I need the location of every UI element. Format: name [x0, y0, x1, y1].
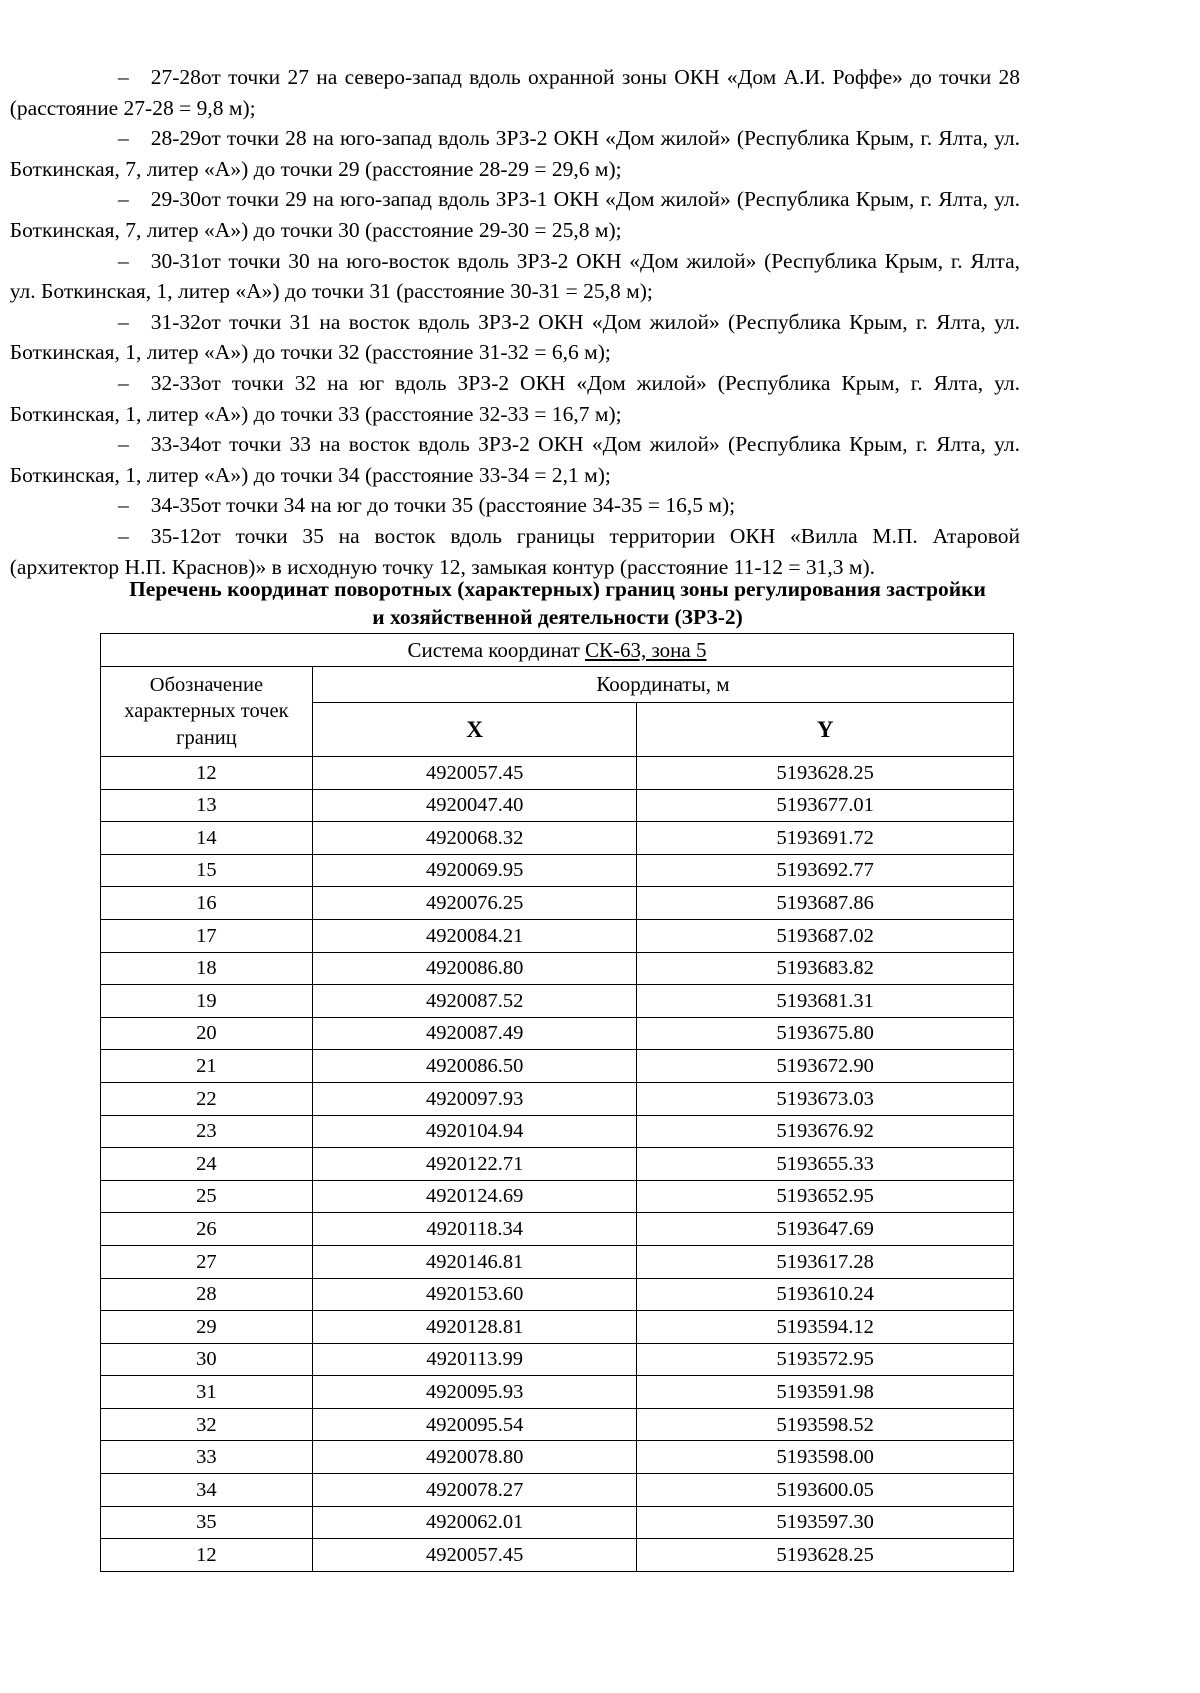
- point-cell: 31: [101, 1376, 313, 1409]
- x-cell: 4920062.01: [312, 1506, 637, 1539]
- point-cell: 34: [101, 1474, 313, 1507]
- x-cell: 4920086.80: [312, 952, 637, 985]
- table-row: [101, 789, 1014, 822]
- y-cell: 5193692.77: [637, 854, 1014, 887]
- table-row: [101, 1180, 1014, 1213]
- point-cell: 33: [101, 1441, 313, 1474]
- table-row: [101, 854, 1014, 887]
- list-item-code: 33-34: [150, 432, 201, 457]
- list-item-text: от точки 34 на юг до точки 35 (расстояние 34-35 = 16,5 м);: [200, 493, 736, 518]
- table-head: [101, 634, 1014, 757]
- x-cell: 4920069.95: [312, 854, 637, 887]
- list-item-bullet: –: [118, 370, 129, 395]
- table-row: [101, 1017, 1014, 1050]
- list-item-code: 31-32: [150, 309, 201, 334]
- table-row: [101, 1213, 1014, 1246]
- list-item: [9, 429, 1020, 490]
- header-group-row: [101, 667, 1014, 703]
- table-row: [101, 1245, 1014, 1278]
- point-cell: 26: [101, 1213, 313, 1246]
- list-item: [9, 184, 1020, 245]
- header-coordinates: Координаты, м: [312, 667, 1013, 703]
- x-cell: 4920095.54: [312, 1408, 637, 1441]
- list-item-body: [10, 246, 1020, 307]
- header-x: X: [312, 703, 637, 757]
- coordinate-system-value: СК-63, зона 5: [585, 637, 707, 662]
- list-item-code: 29-30: [150, 187, 201, 212]
- table-body: [101, 757, 1014, 1572]
- x-cell: 4920128.81: [312, 1311, 637, 1344]
- table-caption: [100, 575, 1015, 631]
- table-row: [101, 887, 1014, 920]
- y-cell: 5193610.24: [637, 1278, 1014, 1311]
- point-cell: 14: [101, 822, 313, 855]
- list-item-text: от точки 28 на юго-запад вдоль ЗРЗ-2 ОКН «Дом жилой» (Республика Крым, г. Ялта, ул. Боткинская, 7, литер «А») до точки 29 (расстояние 28-29 = 29,6 м);: [9, 126, 1020, 181]
- x-cell: 4920104.94: [312, 1115, 637, 1148]
- x-cell: 4920078.27: [312, 1474, 637, 1507]
- point-cell: 23: [101, 1115, 313, 1148]
- list-item-bullet: –: [118, 432, 129, 457]
- list-item-body: [10, 521, 1020, 582]
- x-cell: 4920153.60: [312, 1278, 637, 1311]
- list-item-code: 32-33: [150, 370, 201, 395]
- table-row: [101, 1148, 1014, 1181]
- point-cell: 15: [101, 854, 313, 887]
- list-item-text: от точки 33 на восток вдоль ЗРЗ-2 ОКН «Дом жилой» (Республика Крым, г. Ялта, ул. Боткинская, 1, литер «А») до точки 34 (расстояние 33-34 = 2,1 м);: [9, 432, 1020, 487]
- point-cell: 22: [101, 1082, 313, 1115]
- y-cell: 5193681.31: [637, 985, 1014, 1018]
- list-item-bullet: –: [118, 248, 129, 273]
- table-row: [101, 985, 1014, 1018]
- list-item: [9, 521, 1020, 582]
- y-cell: 5193598.00: [637, 1441, 1014, 1474]
- table-row: [101, 1278, 1014, 1311]
- list-item-text: от точки 31 на восток вдоль ЗРЗ-2 ОКН «Дом жилой» (Республика Крым, г. Ялта, ул. Боткинская, 1, литер «А») до точки 32 (расстояние 31-32 = 6,6 м);: [9, 309, 1020, 365]
- table-row: [101, 1539, 1014, 1572]
- y-cell: 5193628.25: [637, 757, 1014, 790]
- list-item: [9, 123, 1020, 184]
- list-item-body: [10, 62, 1020, 123]
- point-cell: 28: [101, 1278, 313, 1311]
- table-row: [101, 1376, 1014, 1409]
- list-item-text: от точки 35 на восток вдоль границы территории ОКН «Вилла М.П. Атаровой (архитектор Н.П. Краснов)» в исходную точку 12, замыкая контур (расстояние 11-12 = 31,3 м).: [9, 523, 1020, 579]
- x-cell: 4920057.45: [312, 757, 637, 790]
- y-cell: 5193687.02: [637, 919, 1014, 952]
- x-cell: 4920146.81: [312, 1245, 637, 1278]
- point-cell: 19: [101, 985, 313, 1018]
- y-cell: 5193594.12: [637, 1311, 1014, 1344]
- point-cell: 12: [101, 1539, 313, 1572]
- list-item: [100, 490, 1020, 521]
- x-cell: 4920113.99: [312, 1343, 637, 1376]
- y-cell: 5193591.98: [637, 1376, 1014, 1409]
- y-cell: 5193628.25: [637, 1539, 1014, 1572]
- table-row: [101, 1408, 1014, 1441]
- list-item-code: 35-12: [150, 523, 201, 548]
- x-cell: 4920124.69: [312, 1180, 637, 1213]
- point-cell: 30: [101, 1343, 313, 1376]
- coordinates-table: [100, 633, 1014, 1572]
- x-cell: 4920097.93: [312, 1082, 637, 1115]
- point-cell: 29: [101, 1311, 313, 1344]
- point-cell: 21: [101, 1050, 313, 1083]
- table-row: [101, 1311, 1014, 1344]
- y-cell: 5193691.72: [637, 822, 1014, 855]
- list-item: [9, 246, 1020, 307]
- list-item-text: от точки 29 на юго-запад вдоль ЗРЗ-1 ОКН «Дом жилой» (Республика Крым, г. Ялта, ул. Боткинская, 7, литер «А») до точки 30 (расстояние 29-30 = 25,8 м);: [9, 187, 1020, 242]
- y-cell: 5193655.33: [637, 1148, 1014, 1181]
- list-item-body: [10, 123, 1020, 184]
- y-cell: 5193677.01: [637, 789, 1014, 822]
- list-item-code: 34-35: [150, 493, 201, 518]
- x-cell: 4920122.71: [312, 1148, 637, 1181]
- point-cell: 20: [101, 1017, 313, 1050]
- y-cell: 5193617.28: [637, 1245, 1014, 1278]
- y-cell: 5193675.80: [637, 1017, 1014, 1050]
- table-row: [101, 822, 1014, 855]
- list-item-body: [10, 368, 1020, 429]
- list-item-code: 28-29: [150, 126, 201, 151]
- table-row: [101, 1474, 1014, 1507]
- coordinate-system-prefix: Система координат: [407, 637, 585, 662]
- header-y: Y: [637, 703, 1014, 757]
- x-cell: 4920087.52: [312, 985, 637, 1018]
- point-cell: 17: [101, 919, 313, 952]
- point-cell: 16: [101, 887, 313, 920]
- x-cell: 4920095.93: [312, 1376, 637, 1409]
- y-cell: 5193600.05: [637, 1474, 1014, 1507]
- list-item-text: от точки 30 на юго-восток вдоль ЗРЗ-2 ОКН «Дом жилой» (Республика Крым, г. Ялта, ул. Боткинская, 1, литер «А») до точки 31 (расстояние 30-31 = 25,8 м);: [9, 248, 1020, 304]
- point-cell: 25: [101, 1180, 313, 1213]
- x-cell: 4920057.45: [312, 1539, 637, 1572]
- list-item-body: [10, 429, 1020, 490]
- list-item-body: [10, 307, 1020, 368]
- point-cell: 12: [101, 757, 313, 790]
- table-caption-line-1: Перечень координат поворотных (характерных) границ зоны регулирования застройки: [129, 577, 986, 601]
- x-cell: 4920078.80: [312, 1441, 637, 1474]
- x-cell: 4920068.32: [312, 822, 637, 855]
- list-item-bullet: –: [118, 309, 129, 334]
- y-cell: 5193597.30: [637, 1506, 1014, 1539]
- point-cell: 24: [101, 1148, 313, 1181]
- table-row: [101, 1115, 1014, 1148]
- list-item: [9, 62, 1020, 123]
- list-item-body: [10, 184, 1020, 245]
- y-cell: 5193647.69: [637, 1213, 1014, 1246]
- list-item: [9, 307, 1020, 368]
- point-cell: 32: [101, 1408, 313, 1441]
- coordinate-system-row: [101, 634, 1014, 667]
- point-cell: 35: [101, 1506, 313, 1539]
- list-item-body: [10, 490, 1020, 521]
- coordinate-system-cell: [101, 634, 1014, 667]
- list-item-code: 27-28: [150, 65, 201, 89]
- list-item-bullet: –: [118, 493, 129, 518]
- table-caption-line-2: и хозяйственной деятельности (ЗРЗ-2): [372, 605, 743, 629]
- table-row: [101, 1506, 1014, 1539]
- point-cell: 27: [101, 1245, 313, 1278]
- x-cell: 4920118.34: [312, 1213, 637, 1246]
- list-item: [9, 368, 1020, 429]
- x-cell: 4920076.25: [312, 887, 637, 920]
- x-cell: 4920086.50: [312, 1050, 637, 1083]
- point-cell: 13: [101, 789, 313, 822]
- header-point-designation: Обозначение характерных точек границ: [101, 667, 313, 757]
- y-cell: 5193683.82: [637, 952, 1014, 985]
- x-cell: 4920047.40: [312, 789, 637, 822]
- table-row: [101, 1343, 1014, 1376]
- x-cell: 4920084.21: [312, 919, 637, 952]
- list-item-bullet: –: [118, 187, 129, 212]
- table-row: [101, 1082, 1014, 1115]
- table-row: [101, 952, 1014, 985]
- boundary-description-list: [9, 62, 1020, 582]
- y-cell: 5193687.86: [637, 887, 1014, 920]
- list-item-text: от точки 32 на юг вдоль ЗРЗ-2 ОКН «Дом жилой» (Республика Крым, г. Ялта, ул. Боткинская, 1, литер «А») до точки 33 (расстояние 32-33 = 16,7 м);: [9, 370, 1020, 426]
- x-cell: 4920087.49: [312, 1017, 637, 1050]
- y-cell: 5193652.95: [637, 1180, 1014, 1213]
- list-item-bullet: –: [118, 65, 129, 89]
- table-row: [101, 919, 1014, 952]
- y-cell: 5193572.95: [637, 1343, 1014, 1376]
- list-item-text: от точки 27 на северо-запад вдоль охранной зоны ОКН «Дом А.И. Роффе» до точки 28 (расстояние 27-28 = 9,8 м);: [9, 65, 1020, 120]
- y-cell: 5193673.03: [637, 1082, 1014, 1115]
- point-cell: 18: [101, 952, 313, 985]
- list-item-code: 30-31: [150, 248, 201, 273]
- list-item-bullet: –: [118, 126, 129, 151]
- y-cell: 5193672.90: [637, 1050, 1014, 1083]
- table-row: [101, 757, 1014, 790]
- y-cell: 5193598.52: [637, 1408, 1014, 1441]
- table-row: [101, 1050, 1014, 1083]
- table-row: [101, 1441, 1014, 1474]
- y-cell: 5193676.92: [637, 1115, 1014, 1148]
- list-item-bullet: –: [118, 523, 129, 548]
